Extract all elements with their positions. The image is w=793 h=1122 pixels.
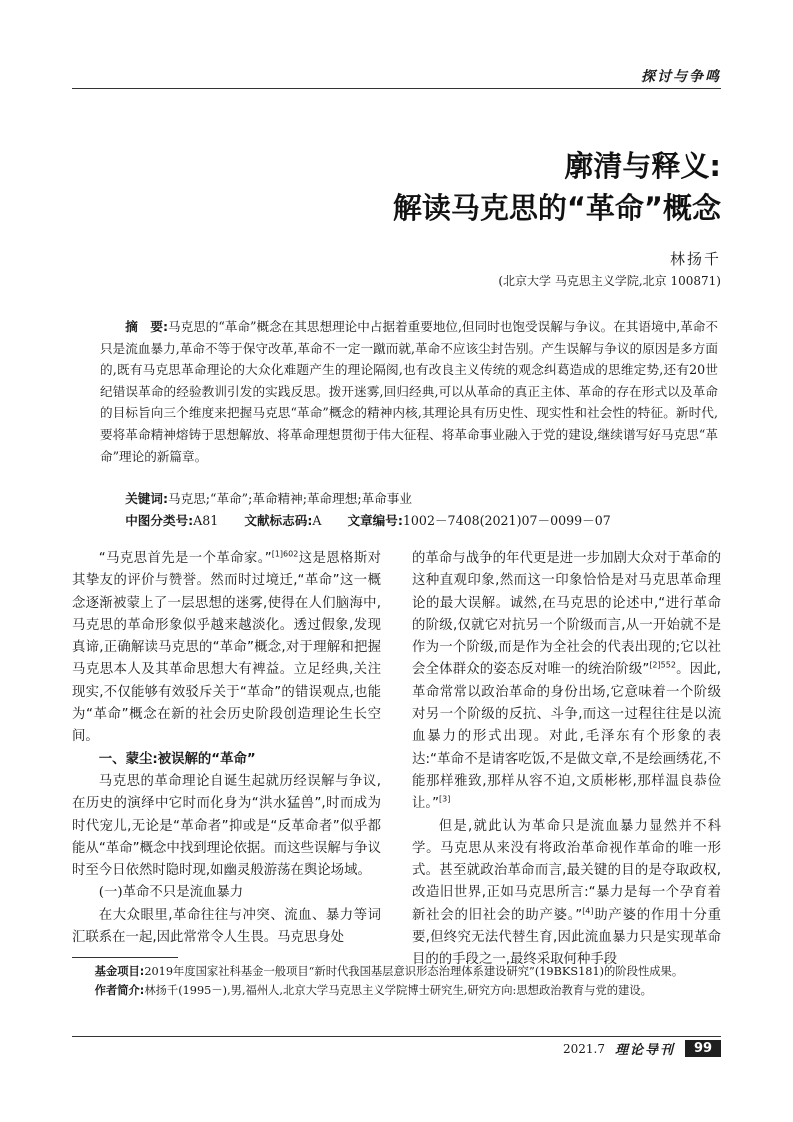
funding-note <box>72 962 721 981</box>
journal-name: 理论导刊 <box>614 1043 675 1058</box>
funding-text: 2019年度国家社科基金一般项目“新时代我国基层意识形态治理体系建设研究”(19BKS181)的阶段性成果。 <box>144 965 684 978</box>
body-text: 助产婆的作用十分重要,但终究无法代替生育,因此流血暴力只是实现革命目的的手段之一,最终采取何种手段 <box>412 907 721 968</box>
clc-value: A81 <box>193 513 219 528</box>
abstract <box>100 316 718 467</box>
footer-rule <box>72 1036 721 1037</box>
keywords-text: 马克思;“革命”;革命精神;革命理想;革命事业 <box>168 491 412 506</box>
citation-ref: [3] <box>439 794 451 804</box>
page-number: 99 <box>685 1040 721 1057</box>
body-paragraph: 马克思的革命理论自诞生起就历经误解与争议,在历史的演绎中它时而化身为“洪水猛兽”,时而成为时代宠儿,无论是“革命者”抑或是“反革命者”似乎都能从“革命”概念中找到理论依据。而这些误解与争议时至今日依然时隐时现,如幽灵般游荡在舆论场域。 <box>72 773 381 879</box>
doc-code-label: 文献标志码: <box>244 513 313 528</box>
body-text: 这是恩格斯对其挚友的评价与赞誉。然而时过境迁,“革命”这一概念逐渐被蒙上了一层思想的迷雾,使得在人们脑海中,马克思的革命形象似乎越来越淡化。透过假象,发现真谛,正确解读马克思的“革命”概念,对于理解和把握马克思本人及其革命思想大有裨益。立足经典,关注现实,不仅能够有效驳斥关于“革命”的错误观点,也能为“革命”概念在新的社会历史阶段创造理论生长空间。 <box>72 551 382 745</box>
issue-date: 2021.7 <box>562 1041 605 1056</box>
body-text: 的革命与战争的年代更是进一步加剧大众对于革命的这种直观印象,然而这一印象恰恰是对马克思革命理论的最大误解。诚然,在马克思的论述中,“进行革命的阶级,仅就它对抗另一个阶级而言,从一开始就不是作为一个阶级,而是作为全社会的代表出现的;它以社会全体群众的姿态反对唯一的统治阶级” <box>412 551 721 678</box>
clc-label: 中图分类号: <box>125 513 194 528</box>
article-number-value: 1002－7408(2021)07－0099－07 <box>402 513 611 528</box>
abstract-label: 摘 要: <box>125 319 169 334</box>
citation-ref: [4] <box>582 906 594 916</box>
article-title-line-2: 解读马克思的“革命”概念 <box>392 191 721 225</box>
footnotes <box>72 962 721 1000</box>
body-column-left <box>72 548 381 949</box>
author-affiliation: (北京大学 马克思主义学院,北京 100871) <box>498 274 721 288</box>
author-bio <box>72 981 721 1000</box>
classification-line <box>100 510 718 529</box>
bio-label: 作者简介: <box>94 984 145 997</box>
body-text: “马克思首先是一个革命家。” <box>98 551 272 566</box>
footnote-rule <box>72 957 178 958</box>
abstract-text: 马克思的“革命”概念在其思想理论中占据着重要地位,但同时也饱受误解与争议。在其语境中,革命不只是流血暴力,革命不等于保守改革,革命不一定一蹴而就,革命不应该尘封告别。产生误解与争议的原因是多方面的,既有马克思革命理论的大众化难题产生的理论隔阂,也有改良主义传统的观念纠葛造成的思维定势,还有20世纪错误革命的经验教训引发的实践反思。拨开迷雾,回归经典,可以从革命的真正主体、革命的存在形式以及革命的目标旨向三个维度来把握马克思“革命”概念的精神内核,其理论具有历史性、现实性和社会性的特征。新时代,要将革命精神熔铸于思想解放、将革命理想贯彻于伟大征程、将革命事业融入于党的建设,继续谱写好马克思“革命”理论的新篇章。 <box>100 319 718 464</box>
body-paragraph <box>72 548 381 749</box>
citation-ref: [2]552 <box>649 661 676 671</box>
subsection-heading: (一)革命不只是流血暴力 <box>98 885 244 901</box>
body-paragraph: 在大众眼里,革命往往与冲突、流血、暴力等词汇联系在一起,因此常常令人生畏。马克思身处 <box>72 907 381 946</box>
body-paragraph <box>412 548 721 816</box>
body-text: 但是,就此认为革命只是流血暴力显然并不科学。马克思从来没有将政治革命视作革命的唯一形式。甚至就政治革命而言,最关键的目的是夺取政权,改造旧世界,正如马克思所言:“暴力是每一个孕育着新社会的旧社会的助产婆。” <box>412 818 721 923</box>
author-name: 林扬千 <box>669 250 721 268</box>
bio-text: 林扬千(1995－),男,福州人,北京大学马克思主义学院博士研究生,研究方向:思想政治教育与党的建设。 <box>144 984 652 997</box>
funding-label: 基金项目: <box>94 965 145 978</box>
page-footer <box>563 1039 721 1058</box>
doc-code-value: A <box>312 513 322 528</box>
header-rule <box>72 88 721 89</box>
section-heading: 一、蒙尘:被误解的“革命” <box>98 751 256 767</box>
keywords <box>100 488 718 507</box>
keywords-label: 关键词: <box>125 491 169 506</box>
section-header: 探讨与争鸣 <box>641 69 721 85</box>
body-column-right <box>412 548 721 972</box>
citation-ref: [1]602 <box>271 549 299 559</box>
body-paragraph <box>412 816 721 972</box>
body-text: 。因此,革命常常以政治革命的身份出场,它意味着一个阶级对另一个阶级的反抗、斗争,而这一过程往往是以流血暴力的形式出现。对此,毛泽东有个形象的表达:“革命不是请客吃饭,不是做文章,不是绘画绣花,不能那样雅致,那样从容不迫,文质彬彬,那样温良恭俭让。” <box>412 662 721 812</box>
article-number-label: 文章编号: <box>347 513 403 528</box>
article-title-line-1: 廓清与释义: <box>564 149 721 183</box>
